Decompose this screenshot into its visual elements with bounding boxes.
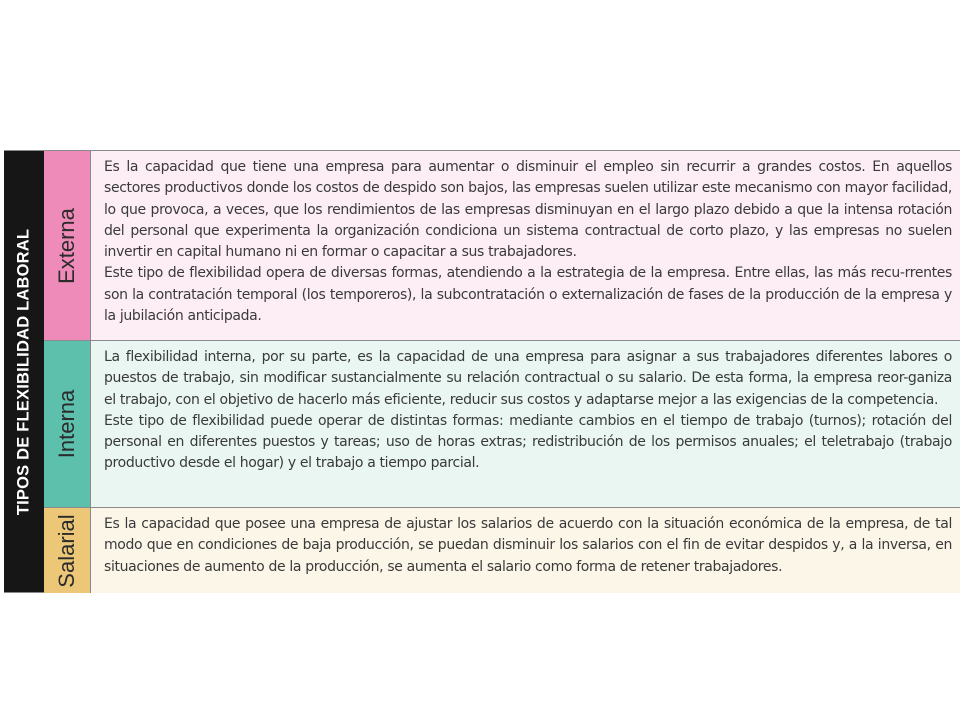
row-label-salarial	[44, 508, 91, 593]
row-body-interna	[91, 341, 960, 507]
row-label-salarial-text: Salarial	[54, 513, 79, 588]
table-row-externa	[44, 151, 960, 341]
row-label-externa	[44, 151, 91, 340]
table-main-label	[4, 151, 44, 592]
interna-paragraph-2: Este tipo de flexibilidad puede operar de distintas formas: mediante cambios en el tiempo de trabajo (turnos); rotación del personal en diferentes puestos y tareas; uso de horas extras; redistribución de los permisos anuales; el teletrabajo (trabajo productivo desde el hogar) y el trabajo a tiempo parcial.	[104, 412, 952, 472]
table-main-label-text: TIPOS DE FLEXIBILIDAD LABORAL	[14, 228, 33, 515]
row-label-interna-text: Interna	[54, 389, 79, 459]
table-row-interna	[44, 341, 960, 508]
externa-paragraph-2: Este tipo de flexibilidad opera de diversas formas, atendiendo a la estrategia de la empresa. Entre ellas, las más recu-rrentes son la contratación temporal (los temporeros), la subcontratación o externalización de fases de la producción de la empresa y la jubilación anticipada.	[104, 265, 952, 325]
interna-paragraph-1: La flexibilidad interna, por su parte, es la capacidad de una empresa para asignar a sus trabajadores diferentes labores o puestos de trabajo, sin modificar sustancialmente su relación contractual o su salario. De esta forma, la empresa reor-ganiza el trabajo, con el objetivo de hacerlo más eficiente, reducir sus costos y adaptarse mejor a las exigencias de la competencia.	[104, 349, 952, 408]
flexibility-types-table	[4, 150, 960, 593]
row-body-salarial	[91, 508, 960, 593]
row-body-externa	[91, 151, 960, 340]
table-row-salarial	[44, 508, 960, 593]
row-label-interna	[44, 341, 91, 507]
row-label-externa-text: Externa	[54, 207, 79, 284]
salarial-paragraph-1: Es la capacidad que posee una empresa de ajustar los salarios de acuerdo con la situación económica de la empresa, de tal modo que en condiciones de baja producción, se puedan disminuir los salarios con el fin de evitar despidos y, a la inversa, en situaciones de aumento de la producción, se aumenta el salario como forma de retener trabajadores.	[104, 516, 952, 575]
externa-paragraph-1: Es la capacidad que tiene una empresa para aumentar o disminuir el empleo sin recurrir a grandes costos. En aquellos sectores productivos donde los costos de despido son bajos, las empresas suelen utilizar este mecanismo con mayor facilidad, lo que provoca, a veces, que los rendimientos de las empresas disminuyan en el largo plazo debido a que la intensa rotación del personal que experimenta la organización condiciona un sistema contractual de corto plazo, y las empresas no suelen invertir en capital humano ni en formar o capacitar a sus trabajadores.	[104, 159, 952, 261]
